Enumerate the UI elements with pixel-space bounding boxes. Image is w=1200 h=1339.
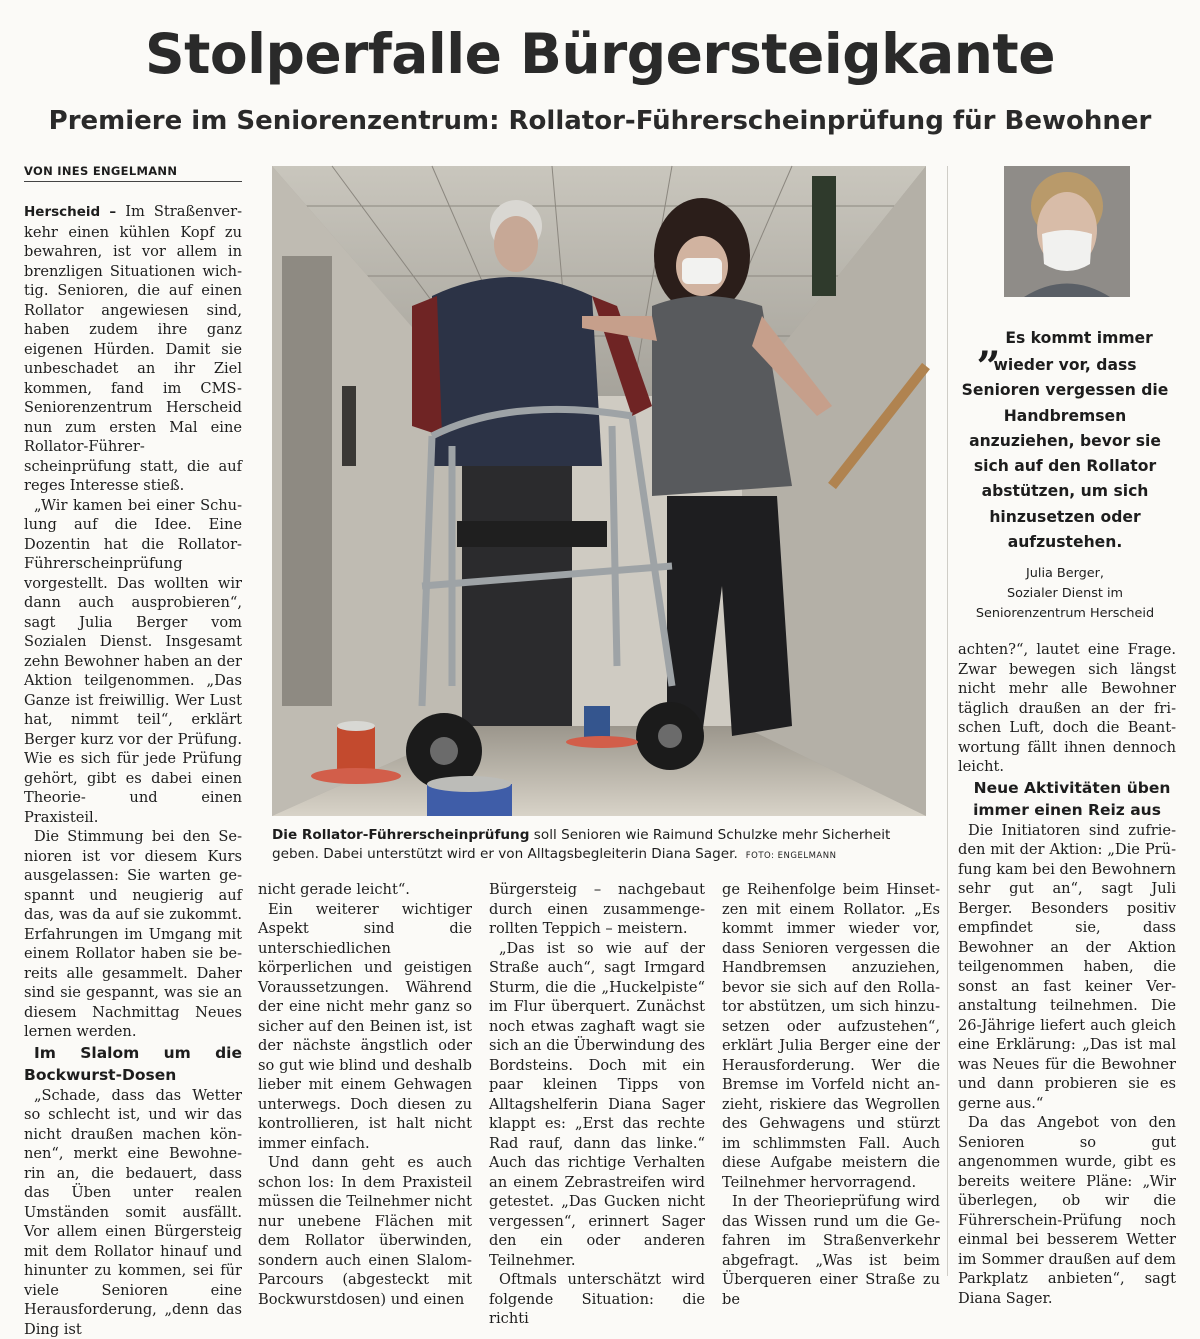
subhead-activities: Neue Aktivitäten üben immer einen Reiz aus xyxy=(958,777,1176,821)
column-5 xyxy=(958,640,1176,1285)
photo-caption xyxy=(272,826,926,866)
portrait-julia-berger xyxy=(1004,166,1130,297)
quote-source-name: Julia Berger, xyxy=(952,564,1178,584)
column-2 xyxy=(258,880,472,1280)
column-divider xyxy=(947,166,948,1276)
column-3 xyxy=(489,880,705,1280)
paragraph: achten?“, lautet eine Frage. Zwar bewegen sich längst nicht mehr alle Bewohner täglich draußen an der frischen Luft, doch die Beantwortung fällt ihnen dennoch leicht. xyxy=(958,640,1176,777)
paragraph: ge Reihenfolge beim Hinsetzen mit einem Rollator. „Es kommt immer wieder vor, dass Senioren vergessen die Handbremsen anzuziehen, bevor sie sich auf den Rollator abstützen, um sich hinzusetzen oder aufzustehen“, erklärt Julia Berger eine der Herausforderung. Wer die Bremse im Vorfeld nicht anzieht, riskiere das Wegrollen des Gehwagens und stürzt im schlimmsten Fall. Auch diese Aufgabe meistern die Teilnehmer hervorragend. xyxy=(722,880,940,1192)
main-photo xyxy=(272,166,926,816)
caption-bold: Die Rollator-Führerscheinprüfung xyxy=(272,827,529,843)
quote-text: Es kommt immer wieder vor, dass Senioren vergessen die Handbremsen anzuziehen, bevor sie sich auf den Rollator abstützen, um sich hinzusetzen oder aufzustehen. xyxy=(962,329,1169,551)
paragraph: Die Stimmung bei den Senioren ist vor diesem Kurs ausgelassen: Sie warten gespannt und neugierig auf das, was da auf sie zukommt. Erfahrungen im Umgang mit einem Rollator haben sie bereits alle gesammelt. Daher sind sie gespannt, was sie an diesem Nachmittag Neues lernen werden. xyxy=(24,827,242,1042)
byline: VON INES ENGELMANN xyxy=(24,164,242,182)
paragraph: Und dann geht es auch schon los: In dem Praxisteil müssen die Teilnehmer nicht nur unebene Flächen mit dem Rollator überwinden, sondern auch einen Slalom-Parcours (abgesteckt mit Bockwurstdosen) und einen xyxy=(258,1153,472,1309)
quote-mark-icon: „ xyxy=(977,318,999,367)
portrait-photo xyxy=(1004,166,1130,297)
paragraph: Da das Angebot von den Senioren so gut angenommen wurde, gibt es bereits weitere Pläne: „Wir überlegen, ob wir die Führerschein-Prüfung noch einmal bei besserem Wetter im Sommer draußen auf dem Parkplatz anbieten“, sagt Diana Sager. xyxy=(958,1113,1176,1308)
paragraph: Die Initiatoren sind zufrieden mit der Aktion: „Die Prüfung kam bei den Bewohnern sehr gut an“, sagt Juli Berger. Besonders positiv empfindet sie, dass Bewohner an der Aktion teilgenommen haben, die sonst an fast keiner Veranstaltung teilnehmen. Die 26-Jährige liefert auch gleich eine Erklärung: „Das ist mal was Neues für die Bewohner und dann probieren sie es gerne aus.“ xyxy=(958,821,1176,1114)
pull-quote xyxy=(952,326,1178,555)
paragraph: „Schade, dass das Wetter so schlecht ist, und wir das nicht draußen machen können“, merkt eine Bewohnerin an, die bedauert, dass das Üben unter realen Umständen somit ausfällt. Vor allem einen Bürgersteig mit dem Rollator hinauf und hinunter zu kommen, sei für viele Senioren eine Herausforderung, „denn das Ding ist xyxy=(24,1086,242,1339)
subhead-slalom: Im Slalom um die Bockwurst-Dosen xyxy=(24,1042,242,1086)
paragraph: Oftmals unterschätzt wird folgende Situation: die richti xyxy=(489,1270,705,1329)
caption-text: soll Senioren wie Raimund Schulzke mehr Sicherheit geben. Dabei unterstützt wird er von Alltagsbegleiterin Diana Sager. xyxy=(272,827,890,862)
paragraph: Ein weiterer wichtiger Aspekt sind die unterschiedlichen körperlichen und geistigen Voraussetzungen. Während der eine nicht mehr ganz so sicher auf den Beinen ist, ist der nächste ängstlich oder so gut wie blind und deshalb lieber mit einem Gehwagen unterwegs. Doch diesen zu kontrollieren, ist halt nicht immer einfach. xyxy=(258,900,472,1154)
quote-source xyxy=(952,564,1178,624)
dateline: Herscheid – xyxy=(24,204,116,220)
paragraph: In der Theorieprüfung wird das Wissen rund um die Gefahren im Straßenverkehr abgefragt. „Was ist beim Überqueren einer Straße zu be xyxy=(722,1192,940,1309)
photo-rollator-training xyxy=(272,166,926,816)
quote-source-role: Sozialer Dienst im Seniorenzentrum Herscheid xyxy=(952,584,1178,624)
column-1 xyxy=(24,202,242,1282)
column-4 xyxy=(722,880,940,1280)
subheadline: Premiere im Seniorenzentrum: Rollator-Führerscheinprüfung für Bewohner xyxy=(0,106,1200,136)
paragraph: nicht gerade leicht“. xyxy=(258,880,472,900)
headline: Stolperfalle Bürgersteigkante xyxy=(0,22,1200,86)
paragraph xyxy=(24,202,242,496)
photo-credit: FOTO: ENGELMANN xyxy=(746,851,837,861)
paragraph: „Das ist so wie auf der Straße auch“, sagt Irmgard Sturm, die die „Huckelpiste“ im Flur überquert. Zunächst noch etwas zaghaft wagt sie sich an die Überwindung des Bordsteins. Doch mit ein paar kleinen Tipps von Alltagshelferin Diana Sager klappt es: „Erst das rechte Rad rauf, dann das linke.“ Auch das richtige Verhalten an einem Zebrastreifen wird getestet. „Das Gucken nicht vergessen“, erinnert Sager den ein oder anderen Teilnehmer. xyxy=(489,939,705,1271)
paragraph: Bürgersteig – nachgebaut durch einen zusammengerollten Teppich – meistern. xyxy=(489,880,705,939)
paragraph: „Wir kamen bei einer Schulung auf die Idee. Eine Dozentin hat die Rollator-Führerscheinprüfung vorgestellt. Das wollten wir dann auch ausprobieren“, sagt Julia Berger vom Sozialen Dienst. Insgesamt zehn Bewohner haben an der Aktion teilgenommen. „Das Ganze ist freiwillig. Wer Lust hat, nimmt teil“, erklärt Berger kurz vor der Prüfung. Wie es sich für jede Prüfung gehört, gibt es dabei einen Theorie- und einen Praxisteil. xyxy=(24,496,242,828)
paragraph-text: Im Straßenverkehr einen kühlen Kopf zu bewahren, ist vor allem in brenzligen Situationen wichtig. Senioren, die auf einen Rollator angewiesen sind, haben zudem ihre ganz eigenen Hürden. Damit sie unbeschadet an ihr Ziel kommen, fand im CMS-Seniorenzentrum Herscheid nun zum ersten Mal eine Rollator-Führerscheinprüfung statt, die auf reges Interesse stieß. xyxy=(24,203,242,494)
